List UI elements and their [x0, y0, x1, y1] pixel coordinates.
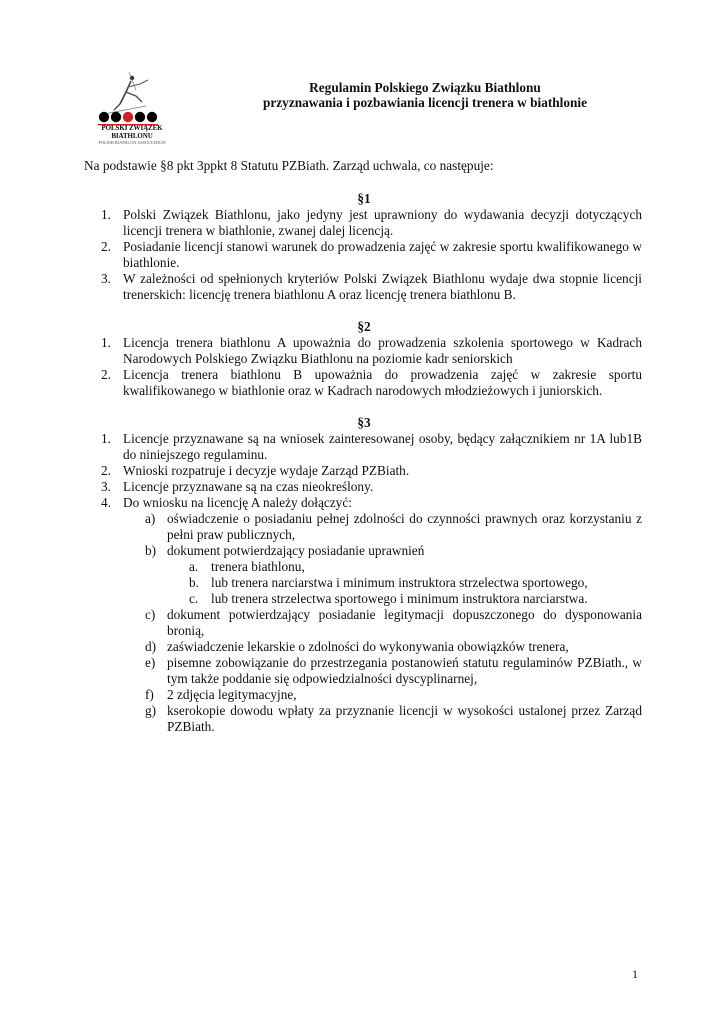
sub-list-item — [123, 639, 642, 655]
sub-sub-item-text: trenera biathlonu, — [211, 559, 305, 574]
list-item — [84, 271, 642, 303]
attachment-list — [123, 511, 642, 735]
item-number: 3. — [101, 271, 111, 286]
sub-item-letter: a) — [145, 511, 156, 526]
item-text: W zależności od spełnionych kryteriów Polski Związek Biathlonu wydaje dwa stopnie licencji trenerskich: licencję trenera biathlonu A oraz licencję trenera biathlonu B. — [123, 271, 642, 302]
list-item — [84, 367, 642, 399]
sub-item-text: oświadczenie o posiadaniu pełnej zdolności do czynności prawnych oraz korzystaniu z pełni praw publicznych, — [167, 511, 642, 542]
sub-item-letter: f) — [145, 687, 154, 702]
item-number: 1. — [101, 207, 111, 222]
section-2-list — [84, 335, 642, 399]
list-item — [84, 431, 642, 463]
sub-item-letter: c) — [145, 607, 156, 622]
item-text: Wnioski rozpatruje i decyzje wydaje Zarząd PZBiath. — [123, 463, 410, 478]
sub-item-letter: e) — [145, 655, 156, 670]
item-number: 2. — [101, 239, 111, 254]
sub-sub-item-letter: a. — [189, 559, 199, 574]
sub-list-item — [123, 607, 642, 639]
section-heading-3: §3 — [357, 415, 371, 430]
list-item — [84, 239, 642, 271]
document-title-line1: Regulamin Polskiego Związku Biathlonu — [309, 80, 541, 95]
section-3-list — [84, 431, 642, 735]
item-number: 4. — [101, 495, 111, 510]
item-text: Licencje przyznawane są na czas nieokreślony. — [123, 479, 374, 494]
item-text: Posiadanie licencji stanowi warunek do prowadzenia zajęć w zakresie sportu kwalifikowanego w biathlonie. — [123, 239, 642, 270]
sub-item-text: pisemne zobowiązanie do przestrzegania postanowień statutu regulaminów PZBiath., w tym także poddanie się odpowiedzialności dyscyplinarnej, — [167, 655, 642, 686]
sub-item-letter: g) — [145, 703, 157, 718]
sub-list-item — [123, 687, 642, 703]
sub-sub-item-text: lub trenera strzelectwa sportowego i minimum instruktora narciarstwa. — [211, 591, 588, 606]
section-1-list — [84, 207, 642, 303]
item-number: 2. — [101, 367, 111, 382]
sub-item-text: 2 zdjęcia legitymacyjne, — [167, 687, 297, 702]
document-title-line2: przyznawania i pozbawiania licencji trenera w biathlonie — [262, 95, 588, 110]
sub-sub-item-text: lub trenera narciarstwa i minimum instruktora strzelectwa sportowego, — [211, 575, 588, 590]
logo-subtitle: POLISH BIATHLON ASSOCIATION — [98, 140, 166, 145]
section-heading-2: §2 — [357, 319, 371, 334]
sub-sub-list-item — [167, 575, 642, 591]
item-number: 1. — [101, 431, 111, 446]
sub-list-item — [123, 655, 642, 687]
sub-sub-list-item — [167, 591, 642, 607]
item-text: Licencja trenera biathlonu A upoważnia do prowadzenia szkolenia sportowego w Kadrach Narodowych Polskiego Związku Biathlonu na poziomie kadr seniorskich — [123, 335, 642, 366]
sub-list-item — [123, 543, 642, 607]
section-heading-1: §1 — [357, 191, 371, 206]
item-text: Licencja trenera biathlonu B upoważnia do prowadzenia zajęć w zakresie sportu kwalifikowanego w biathlonie oraz w Kadrach narodowych młodzieżowych i juniorskich. — [123, 367, 642, 398]
sub-item-text: dokument potwierdzający posiadanie uprawnień — [167, 543, 425, 558]
logo-caption — [84, 124, 180, 145]
list-item — [84, 335, 642, 367]
sub-sub-list-item — [167, 559, 642, 575]
sub-sub-item-letter: b. — [189, 575, 199, 590]
sub-item-text: zaświadczenie lekarskie o zdolności do wykonywania obowiązków trenera, — [167, 639, 569, 654]
item-number: 1. — [101, 335, 111, 350]
item-number: 3. — [101, 479, 111, 494]
list-item — [84, 479, 642, 495]
sub-item-text: dokument potwierdzający posiadanie legitymacji dopuszczonego do dysponowania bronią, — [167, 607, 642, 638]
logo-name: POLSKI ZWIĄZEK BIATHLONU — [101, 124, 163, 140]
item-text: Do wniosku na licencję A należy dołączyć: — [123, 495, 352, 510]
item-text: Polski Związek Biathlonu, jako jedyny jest uprawniony do wydawania decyzji dotyczących licencji trenera w biathlonie, zwanej dalej licencją. — [123, 207, 642, 238]
list-item — [84, 463, 642, 479]
sub-list-item — [123, 703, 642, 735]
sub-sub-item-letter: c. — [189, 591, 199, 606]
intro-paragraph: Na podstawie §8 pkt 3ppkt 8 Statutu PZBiath. Zarząd uchwala, co następuje: — [84, 158, 494, 173]
qualification-list — [167, 559, 642, 607]
list-item — [84, 495, 642, 735]
sub-item-letter: b) — [145, 543, 157, 558]
sub-item-letter: d) — [145, 639, 157, 654]
list-item — [84, 207, 642, 239]
sub-item-text: kserokopie dowodu wpłaty za przyznanie licencji w wysokości ustalonej przez Zarząd PZBiath. — [167, 703, 642, 734]
item-text: Licencje przyznawane są na wniosek zainteresowanej osoby, będący załącznikiem nr 1A lub1B do niniejszego regulaminu. — [123, 431, 642, 462]
item-number: 2. — [101, 463, 111, 478]
sub-list-item — [123, 511, 642, 543]
page-number: 1 — [632, 967, 638, 981]
